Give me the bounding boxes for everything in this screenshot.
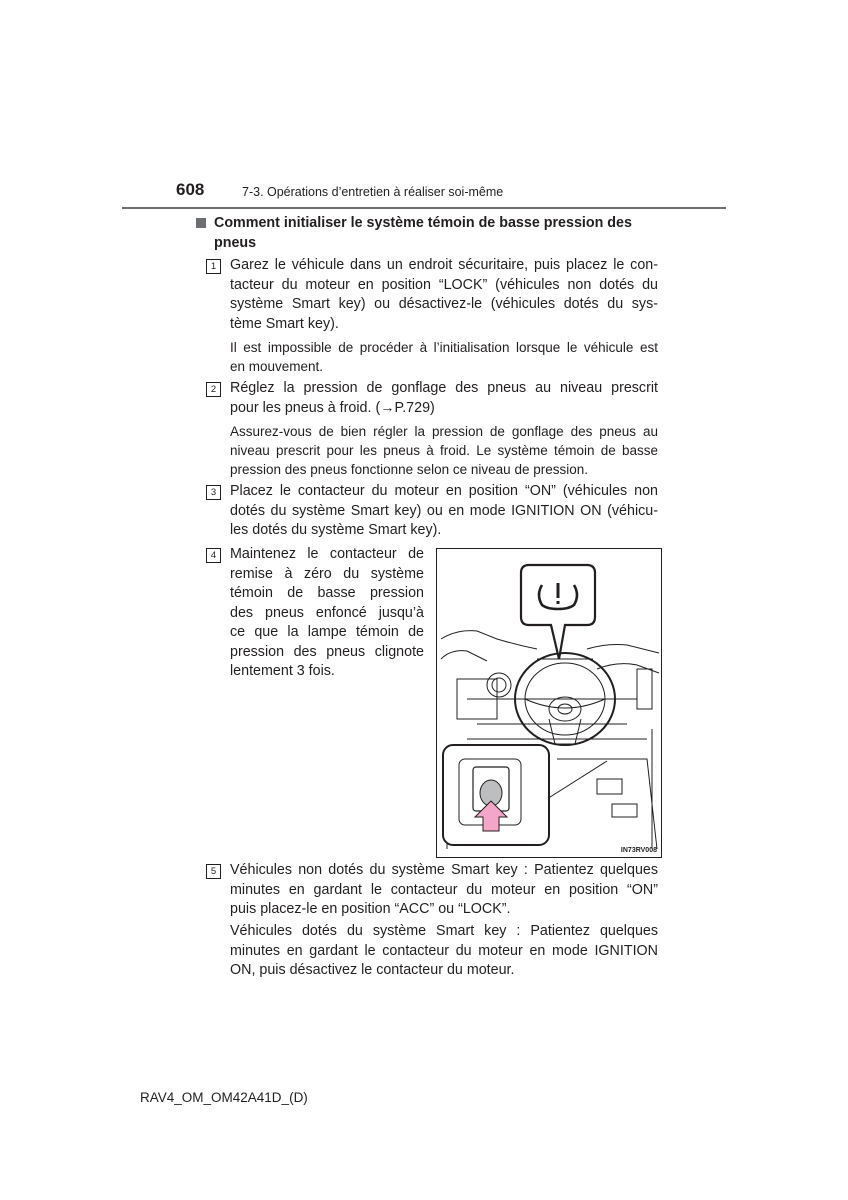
step-line: Réglez la pression de gonflage des pneus au niveau prescrit [230, 380, 658, 396]
reset-switch-icon [443, 745, 549, 845]
tire-pressure-warning-icon [521, 565, 595, 659]
step-line: pression des pneus clignote [230, 643, 424, 660]
step-line: Véhicules non dotés du système Smart key : Patientez quelques [230, 862, 658, 878]
step-line: minutes en gardant le contacteur du moteur en position “ON” [230, 881, 658, 898]
step-5-note [230, 922, 658, 981]
dashboard-drawing [437, 549, 662, 858]
heading-line-1: Comment initialiser le système témoin de basse pression des [214, 215, 632, 231]
step-line: Maintenez le contacteur de [230, 546, 424, 562]
dashboard-illustration [436, 548, 662, 858]
header-divider [122, 207, 726, 209]
step-4 [206, 545, 424, 682]
note-line: minutes en gardant le contacteur du moteur en mode IGNITION [230, 942, 658, 959]
step-2 [206, 379, 658, 418]
page-number: 608 [176, 180, 205, 199]
figure-code: IN73RV008 [620, 847, 657, 854]
section-title: 7-3. Opérations d’entretien à réaliser soi-même [242, 185, 504, 199]
step-5 [206, 861, 658, 920]
step-line: Placez le contacteur du moteur en position “ON” (véhicules non [230, 483, 658, 499]
step-line: des pneus enfoncé jusqu’à [230, 604, 424, 621]
note-line: Véhicules dotés du système Smart key : Patientez quelques [230, 923, 658, 939]
step-line: Garez le véhicule dans un endroit sécuritaire, puis placez le con- [230, 257, 658, 273]
document-id: RAV4_OM_OM42A41D_(D) [140, 1090, 308, 1105]
step-number: 4 [206, 548, 221, 563]
step-3 [206, 482, 658, 541]
step-number: 2 [206, 382, 221, 397]
step-line: témoin de basse pression [230, 585, 424, 601]
note-line: niveau prescrit pour les pneus à froid. Le système témoin de basse [230, 443, 658, 458]
step-line: ce que la lampe témoin de [230, 624, 424, 640]
note-line: pression des pneus fonctionne selon ce niveau de pression. [230, 462, 588, 477]
step-line: puis placez-le en position “ACC” ou “LOCK”. [230, 901, 511, 917]
step-line: système Smart key) ou désactivez-le (véhicules dotés du sys- [230, 296, 658, 312]
note-line: en mouvement. [230, 359, 324, 374]
step-1 [206, 256, 658, 334]
square-bullet-icon [196, 218, 206, 228]
step-line: tème Smart key). [230, 315, 339, 332]
section-heading [196, 213, 662, 253]
step-line: remise à zéro du système [230, 565, 424, 582]
step-line: les dotés du système Smart key). [230, 522, 442, 538]
step-line: pour les pneus à froid. (→P.729) [230, 399, 435, 416]
note-line: ON, puis désactivez le contacteur du moteur. [230, 962, 515, 978]
step-number: 5 [206, 864, 221, 879]
step-line: dotés du système Smart key) ou en mode IGNITION ON (véhicu- [230, 502, 658, 519]
step-line: tacteur du moteur en position “LOCK” (véhicules non dotés du [230, 276, 658, 293]
heading-line-2: pneus [214, 235, 257, 251]
note-line: Assurez-vous de bien régler la pression de gonflage des pneus au [230, 424, 658, 439]
step-line: lentement 3 fois. [230, 663, 335, 679]
step-number: 3 [206, 485, 221, 500]
step-1-note [230, 338, 658, 376]
note-line: Il est impossible de procéder à l’initialisation lorsque le véhicule est [230, 340, 658, 355]
step-number: 1 [206, 259, 221, 274]
step-2-note [230, 422, 658, 479]
